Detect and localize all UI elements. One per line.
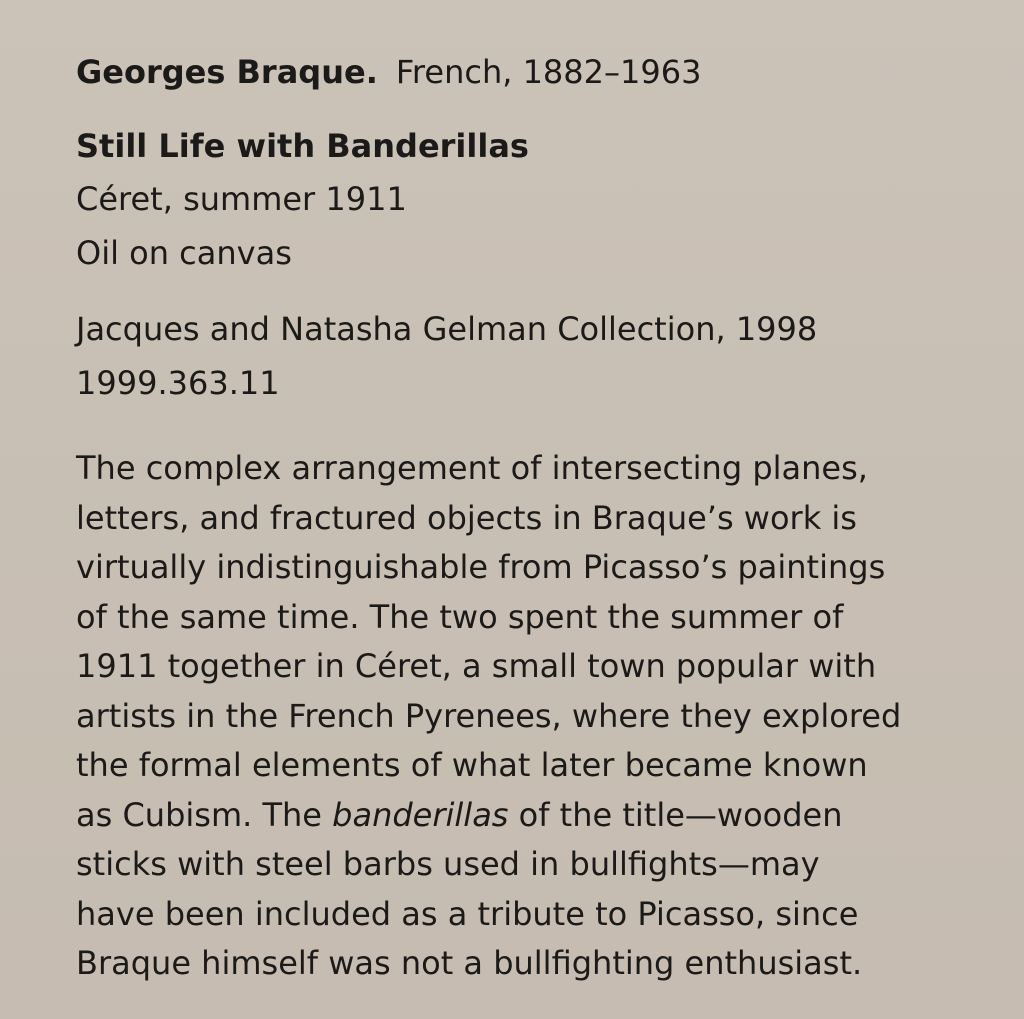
description-line: The complex arrangement of intersecting planes,	[76, 449, 868, 487]
italic-term: banderillas	[332, 795, 509, 834]
description-line: sticks with steel barbs used in bullfights—may	[76, 845, 820, 883]
description-text: of the title—wooden	[508, 795, 843, 834]
artwork-medium: Oil on canvas	[76, 234, 292, 272]
description-line: virtually indistinguishable from Picasso’s paintings	[76, 548, 886, 586]
artist-name: Georges Braque.	[76, 53, 378, 91]
description-line: artists in the French Pyrenees, where they explored	[76, 696, 902, 735]
label-text-block	[76, 46, 956, 989]
description-line: of the same time. The two spent the summer of	[76, 597, 844, 636]
credit-line: Jacques and Natasha Gelman Collection, 1998	[76, 310, 818, 348]
description-line: letters, and fractured objects in Braque’s work is	[76, 498, 857, 537]
description-line: 1911 together in Céret, a small town popular with	[76, 647, 877, 685]
description-line: the formal elements of what later became known	[76, 746, 868, 784]
artist-line	[76, 46, 956, 98]
artist-nationality-dates: French, 1882–1963	[395, 53, 702, 91]
description-line: Braque himself was not a bullfighting enthusiast.	[76, 944, 863, 982]
description-paragraph	[76, 444, 956, 989]
accession-number: 1999.363.11	[76, 364, 280, 402]
description-text: as Cubism. The	[76, 795, 333, 834]
description-line: have been included as a tribute to Picasso, since	[76, 894, 859, 933]
description-line	[76, 791, 956, 841]
credit-block	[76, 302, 956, 410]
artwork-place-date: Céret, summer 1911	[76, 180, 407, 218]
artwork-title: Still Life with Banderillas	[76, 127, 529, 165]
